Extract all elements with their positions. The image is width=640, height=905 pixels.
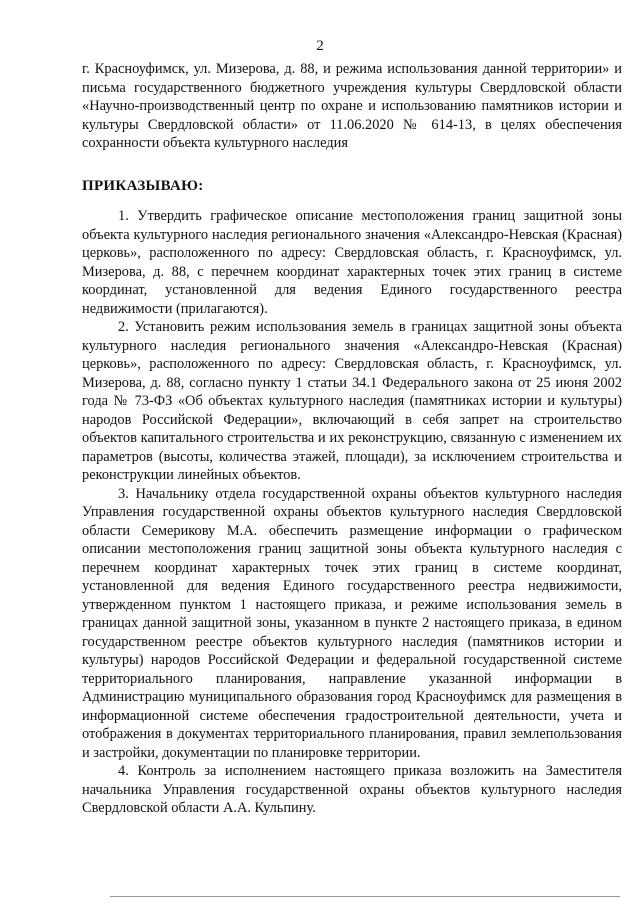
- order-item-1: 1. Утвердить графическое описание местоположения границ защитной зоны объекта культурного наследия регионального значения «Александро-Невская (Красная) церковь», расположенного по адресу: Свердловская область, г. Красноуфимск, ул. Мизерова, д. 88, с перечнем координат характерных точек этих границ в системе координат, установленной для ведения Единого государственного реестра недвижимости (прилагаются).: [82, 208, 622, 317]
- order-item-2: 2. Установить режим использования земель в границах защитной зоны объекта культурного наследия регионального значения «Александро-Невская (Красная) церковь», расположенного по адресу: Свердловская область, г. Красноуфимск, ул. Мизерова, д. 88, согласно пункту 1 статьи 34.1 Федерального закона от 25 июня 2002 года № 73-ФЗ «Об объектах культурного наследия (памятниках истории и культуры) народов Российской Федерации», включающий в себя запрет на строительство объектов капитального строительства и их реконструкцию, связанную с изменением их параметров (высоты, количества этажей, площади), за исключением строительства и реконструкции линейных объектов.: [82, 319, 622, 483]
- order-item-4: 4. Контроль за исполнением настоящего приказа возложить на Заместителя начальника Управления государственной охраны объектов культурного наследия Свердловской области А.А. Кульпину.: [82, 763, 622, 816]
- order-heading: ПРИКАЗЫВАЮ:: [82, 177, 204, 194]
- intro-paragraph: г. Красноуфимск, ул. Мизерова, д. 88, и режима использования данной территории» и письма государственного бюджетного учреждения культуры Свердловской области «Научно-производственный центр по охране и использованию памятников истории и культуры Свердловской области» от 11.06.2020 № 614-13, в целях обеспечения сохранности объекта культурного наследия: [82, 61, 622, 151]
- page-number: 2: [316, 38, 324, 54]
- bottom-divider: [110, 896, 620, 897]
- document-body: [82, 60, 622, 818]
- order-item-3: 3. Начальнику отдела государственной охраны объектов культурного наследия Управления государственной охраны объектов культурного наследия Свердловской области Семерикову М.А. обеспечить размещение информации о графическом описании местоположения границ защитной зоны объекта культурного наследия с перечнем координат характерных точек этих границ в системе координат, установленной для ведения Единого государственного реестра недвижимости, утвержденном пунктом 1 настоящего приказа, и режиме использования земель в границах данной защитной зоны, указанном в пункте 2 настоящего приказа, в едином государственном реестре объектов культурного наследия (памятников истории и культуры) народов Российской Федерации и федеральной государственной системе территориального планирования, направление указанной информации в Администрацию муниципального образования город Красноуфимск для размещения в информационной системе обеспечения градостроительной деятельности, учета и отображения в документах территориального планирования, правил землепользования и застройки, документации по планировке территории.: [82, 485, 622, 761]
